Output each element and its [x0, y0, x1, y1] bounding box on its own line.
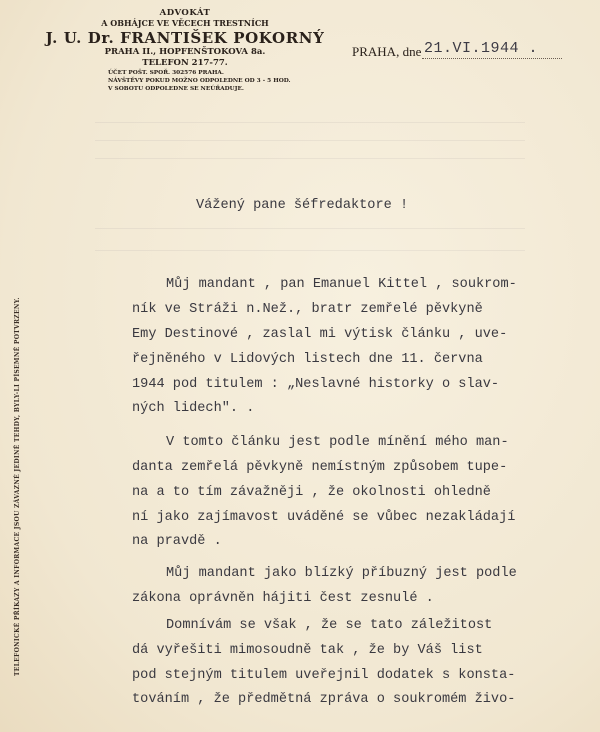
body-line: ných lidech". . [132, 401, 255, 416]
body-line: danta zemřelá pěvkyně nemístným způsobem tupe- [132, 460, 508, 475]
show-through-line [95, 140, 525, 147]
body-line: ník ve Stráži n.Než., bratr zemřelé pěvkyně [132, 302, 483, 317]
letter-date: 21.VI.1944 . [424, 40, 539, 57]
show-through-line [95, 158, 525, 165]
date-dotted-line [422, 58, 562, 59]
letterhead-saturday: V SOBOTU ODPOLEDNE SE NEÚŘADUJE. [108, 86, 244, 92]
show-through-line [95, 228, 525, 235]
place-label: PRAHA, dne [352, 44, 422, 59]
show-through-line [95, 250, 525, 257]
letterhead-address: PRAHA II., HOPFENŠTOKOVA 8a. [104, 47, 266, 57]
body-line: V tomto článku jest podle mínění mého man- [166, 435, 509, 450]
body-line: zákona oprávněn hájiti čest zesnulé . [132, 591, 434, 606]
body-line: továním , že předmětná zpráva o soukromém živo- [132, 692, 516, 707]
side-margin-note: TELEFONICKÉ PŘÍKAZY A INFORMACE JSOU ZÁVAZNÉ JEDINĚ TEHDY, BYLY-LI PÍSEMNĚ POTVRZENY. [14, 297, 21, 676]
body-line: pod stejným titulem uveřejnil dodatek s konsta- [132, 668, 516, 683]
letterhead-name: J. U. Dr. FRANTIŠEK POKORNÝ [45, 29, 325, 47]
body-line: na pravdě . [132, 534, 222, 549]
letterhead-phone: TELEFON 217-77. [142, 58, 228, 68]
body-line: řejněného v Lidových listech dne 11. června [132, 352, 483, 367]
letterhead-account: ÚČET POŠT. SPOŘ. 302576 PRAHA. [108, 70, 224, 76]
salutation: Vážený pane šéfredaktore ! [196, 198, 409, 213]
letterhead [40, 8, 330, 93]
body-line: na a to tím závažněji , že okolnosti ohledně [132, 485, 491, 500]
body-line: Můj mandant , pan Emanuel Kittel , soukrom- [166, 277, 517, 292]
body-line: ní jako zajímavost uváděné se vůbec nezakládají [132, 510, 516, 525]
body-line: Emy Destinové , zaslal mi výtisk článku , uve- [132, 327, 508, 342]
letterhead-title: ADVOKÁT [159, 8, 211, 18]
body-line: dá vyřešiti mimosoudně tak , že by Váš list [132, 643, 483, 658]
body-line: 1944 pod titulem : „Neslavné historky o slav- [132, 377, 500, 392]
body-line: Můj mandant jako blízký příbuzný jest podle [166, 566, 517, 581]
show-through-line [95, 122, 525, 129]
letterhead-subtitle: A OBHÁJCE VE VĚCECH TRESTNÍCH [101, 18, 269, 28]
body-line: Domnívám se však , že se tato záležitost [166, 618, 493, 633]
letterhead-visits: NÁVŠTĚVY POKUD MOŽNO ODPOLEDNE OD 3 - 5 HOD. [108, 78, 291, 84]
